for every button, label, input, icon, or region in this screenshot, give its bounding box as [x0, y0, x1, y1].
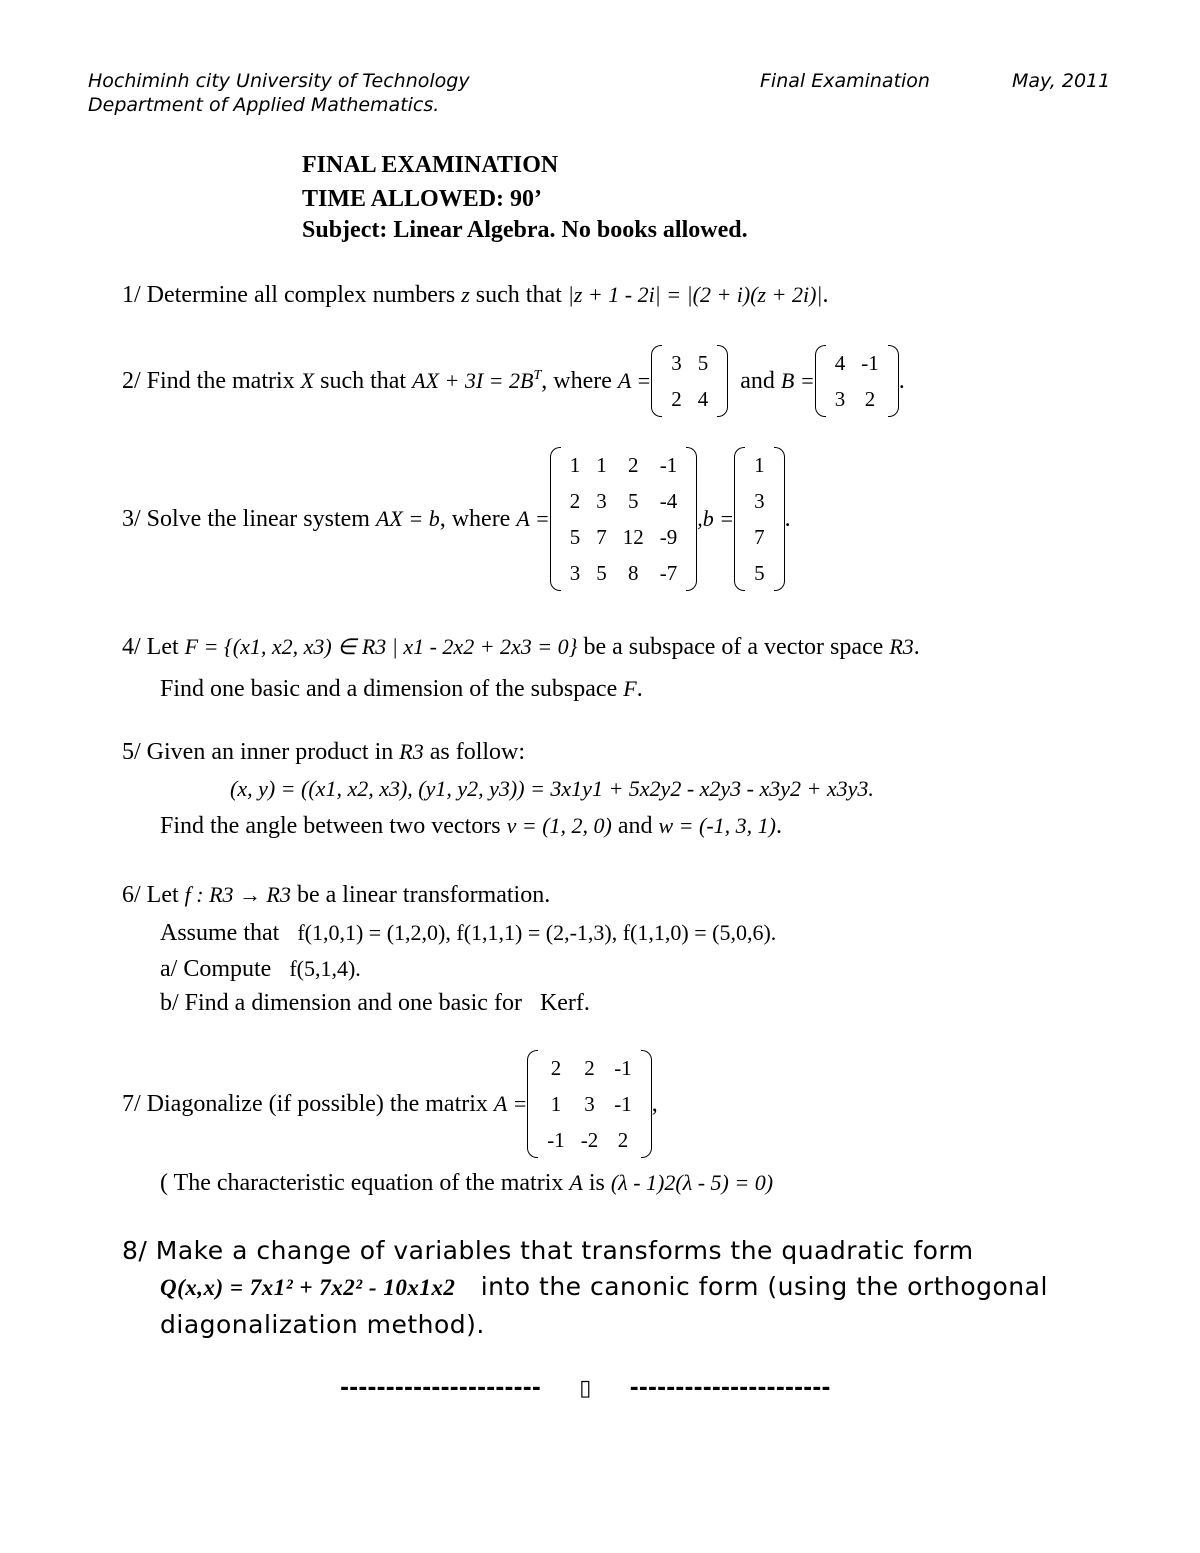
q6-formula: f : R3 → R3 [184, 882, 291, 907]
matrix-a-q2: 3 5 2 4 [651, 345, 728, 417]
q1-var: z [461, 282, 470, 307]
q4-end: . [913, 634, 920, 660]
q7-note-var: A [569, 1170, 583, 1195]
q6-text2: be a linear transformation. [296, 882, 551, 908]
q5-and: and [617, 813, 653, 839]
q5-text2: as follow: [429, 739, 526, 765]
question-4 [122, 634, 920, 661]
q2-text2: such that [320, 367, 407, 394]
question-3 [122, 448, 791, 590]
q2-end: . [898, 367, 905, 394]
q6-a-formula: f(5,1,4). [289, 956, 361, 981]
q5-vector-w: w = (-1, 3, 1) [658, 813, 776, 838]
q5-line3: Find the angle between two vectors [160, 813, 501, 839]
q6-assume: Assume that [160, 920, 280, 946]
q7-note: ( The characteristic equation of the matrix [160, 1170, 564, 1196]
q5-end: . [776, 813, 782, 839]
q2-a-label: A = [617, 368, 652, 393]
q5-inner-product-formula: (x, y) = ((x1, x2, x3), (y1, y2, y3)) = 3x1y1 + 5x2y2 - x2y3 - x3y2 + x3y3. [230, 776, 874, 801]
q2-where: , where [541, 367, 612, 394]
question-8-line-2 [160, 1272, 1048, 1301]
matrix-a-q7: 2 2 -1 1 3 -1 -1 -2 2 [527, 1050, 652, 1158]
footer-right-dashes: ---------------------- [629, 1376, 831, 1401]
q6-a: a/ Compute [160, 956, 272, 982]
question-7 [122, 1052, 658, 1156]
question-1 [122, 282, 828, 309]
q1-text: 1/ Determine all complex numbers [122, 282, 456, 308]
question-6-part-b [160, 990, 590, 1017]
question-4-line-2 [160, 676, 643, 703]
title-line-2: TIME ALLOWED: 90’ [302, 186, 543, 212]
q2-and: and [740, 367, 775, 394]
university-name: Hochiminh city University of Technology [88, 70, 470, 92]
q6-b: b/ Find a dimension and one basic for [160, 990, 522, 1016]
q6-text: 6/ Let [122, 882, 179, 908]
question-8: 8/ Make a change of variables that transforms the quadratic form [122, 1236, 974, 1265]
q4-line2: Find one basic and a dimension of the subspace [160, 676, 618, 702]
question-6-part-a [160, 956, 361, 983]
question-5-line-3 [160, 813, 782, 840]
q3-end: . [784, 505, 791, 532]
q7-a-label: A = [493, 1091, 528, 1116]
question-2 [122, 345, 905, 417]
question-7-note [160, 1170, 773, 1197]
q3-a-label: A = [516, 506, 550, 531]
exam-label: Final Examination [760, 70, 930, 92]
q1-end: . [822, 282, 829, 308]
q6-assume-formula: f(1,0,1) = (1,2,0), f(1,1,1) = (2,-1,3), f(1,1,0) = (5,0,6). [297, 920, 777, 945]
question-6-assume [160, 920, 776, 947]
q4-line2-end: . [636, 676, 643, 702]
question-6 [122, 882, 550, 909]
q7-note-is: is [588, 1170, 605, 1196]
q4-line2-var: F [623, 676, 637, 701]
footer-left-dashes: ---------------------- [340, 1376, 541, 1401]
q7-text: 7/ Diagonalize (if possible) the matrix [122, 1090, 488, 1117]
q8-formula: Q(x,x) = 7x1² + 7x2² - 10x1x2 [160, 1275, 456, 1300]
exam-date: May, 2011 [1012, 70, 1111, 92]
q6-b-formula: Kerf. [539, 990, 590, 1016]
q4-space: R3 [889, 634, 914, 659]
q8-line2: into the canonic form (using the orthogonal [480, 1272, 1048, 1301]
vector-b-q3: 1 3 7 5 [734, 447, 785, 591]
matrix-b-q2: 4 -1 3 2 [815, 345, 899, 417]
q4-text: 4/ Let [122, 634, 179, 660]
q2-b-label: B = [780, 368, 815, 393]
q3-text: 3/ Solve the linear system [122, 505, 370, 532]
q7-end: , [651, 1090, 658, 1117]
footer-mid-glyph: ▯ [579, 1376, 592, 1401]
q3-formula: AX = b [375, 506, 440, 531]
question-5 [122, 739, 525, 766]
department-name: Department of Applied Mathematics. [88, 94, 440, 116]
footer-rule [340, 1376, 830, 1401]
q2-text: 2/ Find the matrix [122, 367, 295, 394]
q1-text2: such that [475, 282, 562, 308]
q4-text2: be a subspace of a vector space [583, 634, 884, 660]
question-8-line-3: diagonalization method). [160, 1310, 485, 1339]
q3-where: , where [439, 505, 511, 532]
matrix-a-q3: 1 1 2 -1 2 3 5 -4 5 7 12 -9 3 5 8 -7 [550, 447, 698, 591]
q5-text: 5/ Given an inner product in [122, 739, 394, 765]
title-line-1: FINAL EXAMINATION [302, 152, 559, 178]
title-line-3: Subject: Linear Algebra. No books allowed. [302, 217, 748, 243]
q7-note-formula: (λ - 1)2(λ - 5) = 0) [610, 1170, 774, 1195]
q1-formula: |z + 1 - 2i| = |(2 + i)(z + 2i)| [567, 282, 823, 307]
q2-var: X [300, 368, 315, 393]
q5-space: R3 [399, 739, 424, 764]
q4-formula: F = {(x1, x2, x3) ∈ R3 | x1 - 2x2 + 2x3 = 0} [184, 634, 578, 659]
q2-formula: AX + $3I = 2B^T$ [412, 368, 542, 393]
q5-vector-v: v = (1, 2, 0) [506, 813, 612, 838]
q3-b-label: ,b = [697, 506, 735, 531]
